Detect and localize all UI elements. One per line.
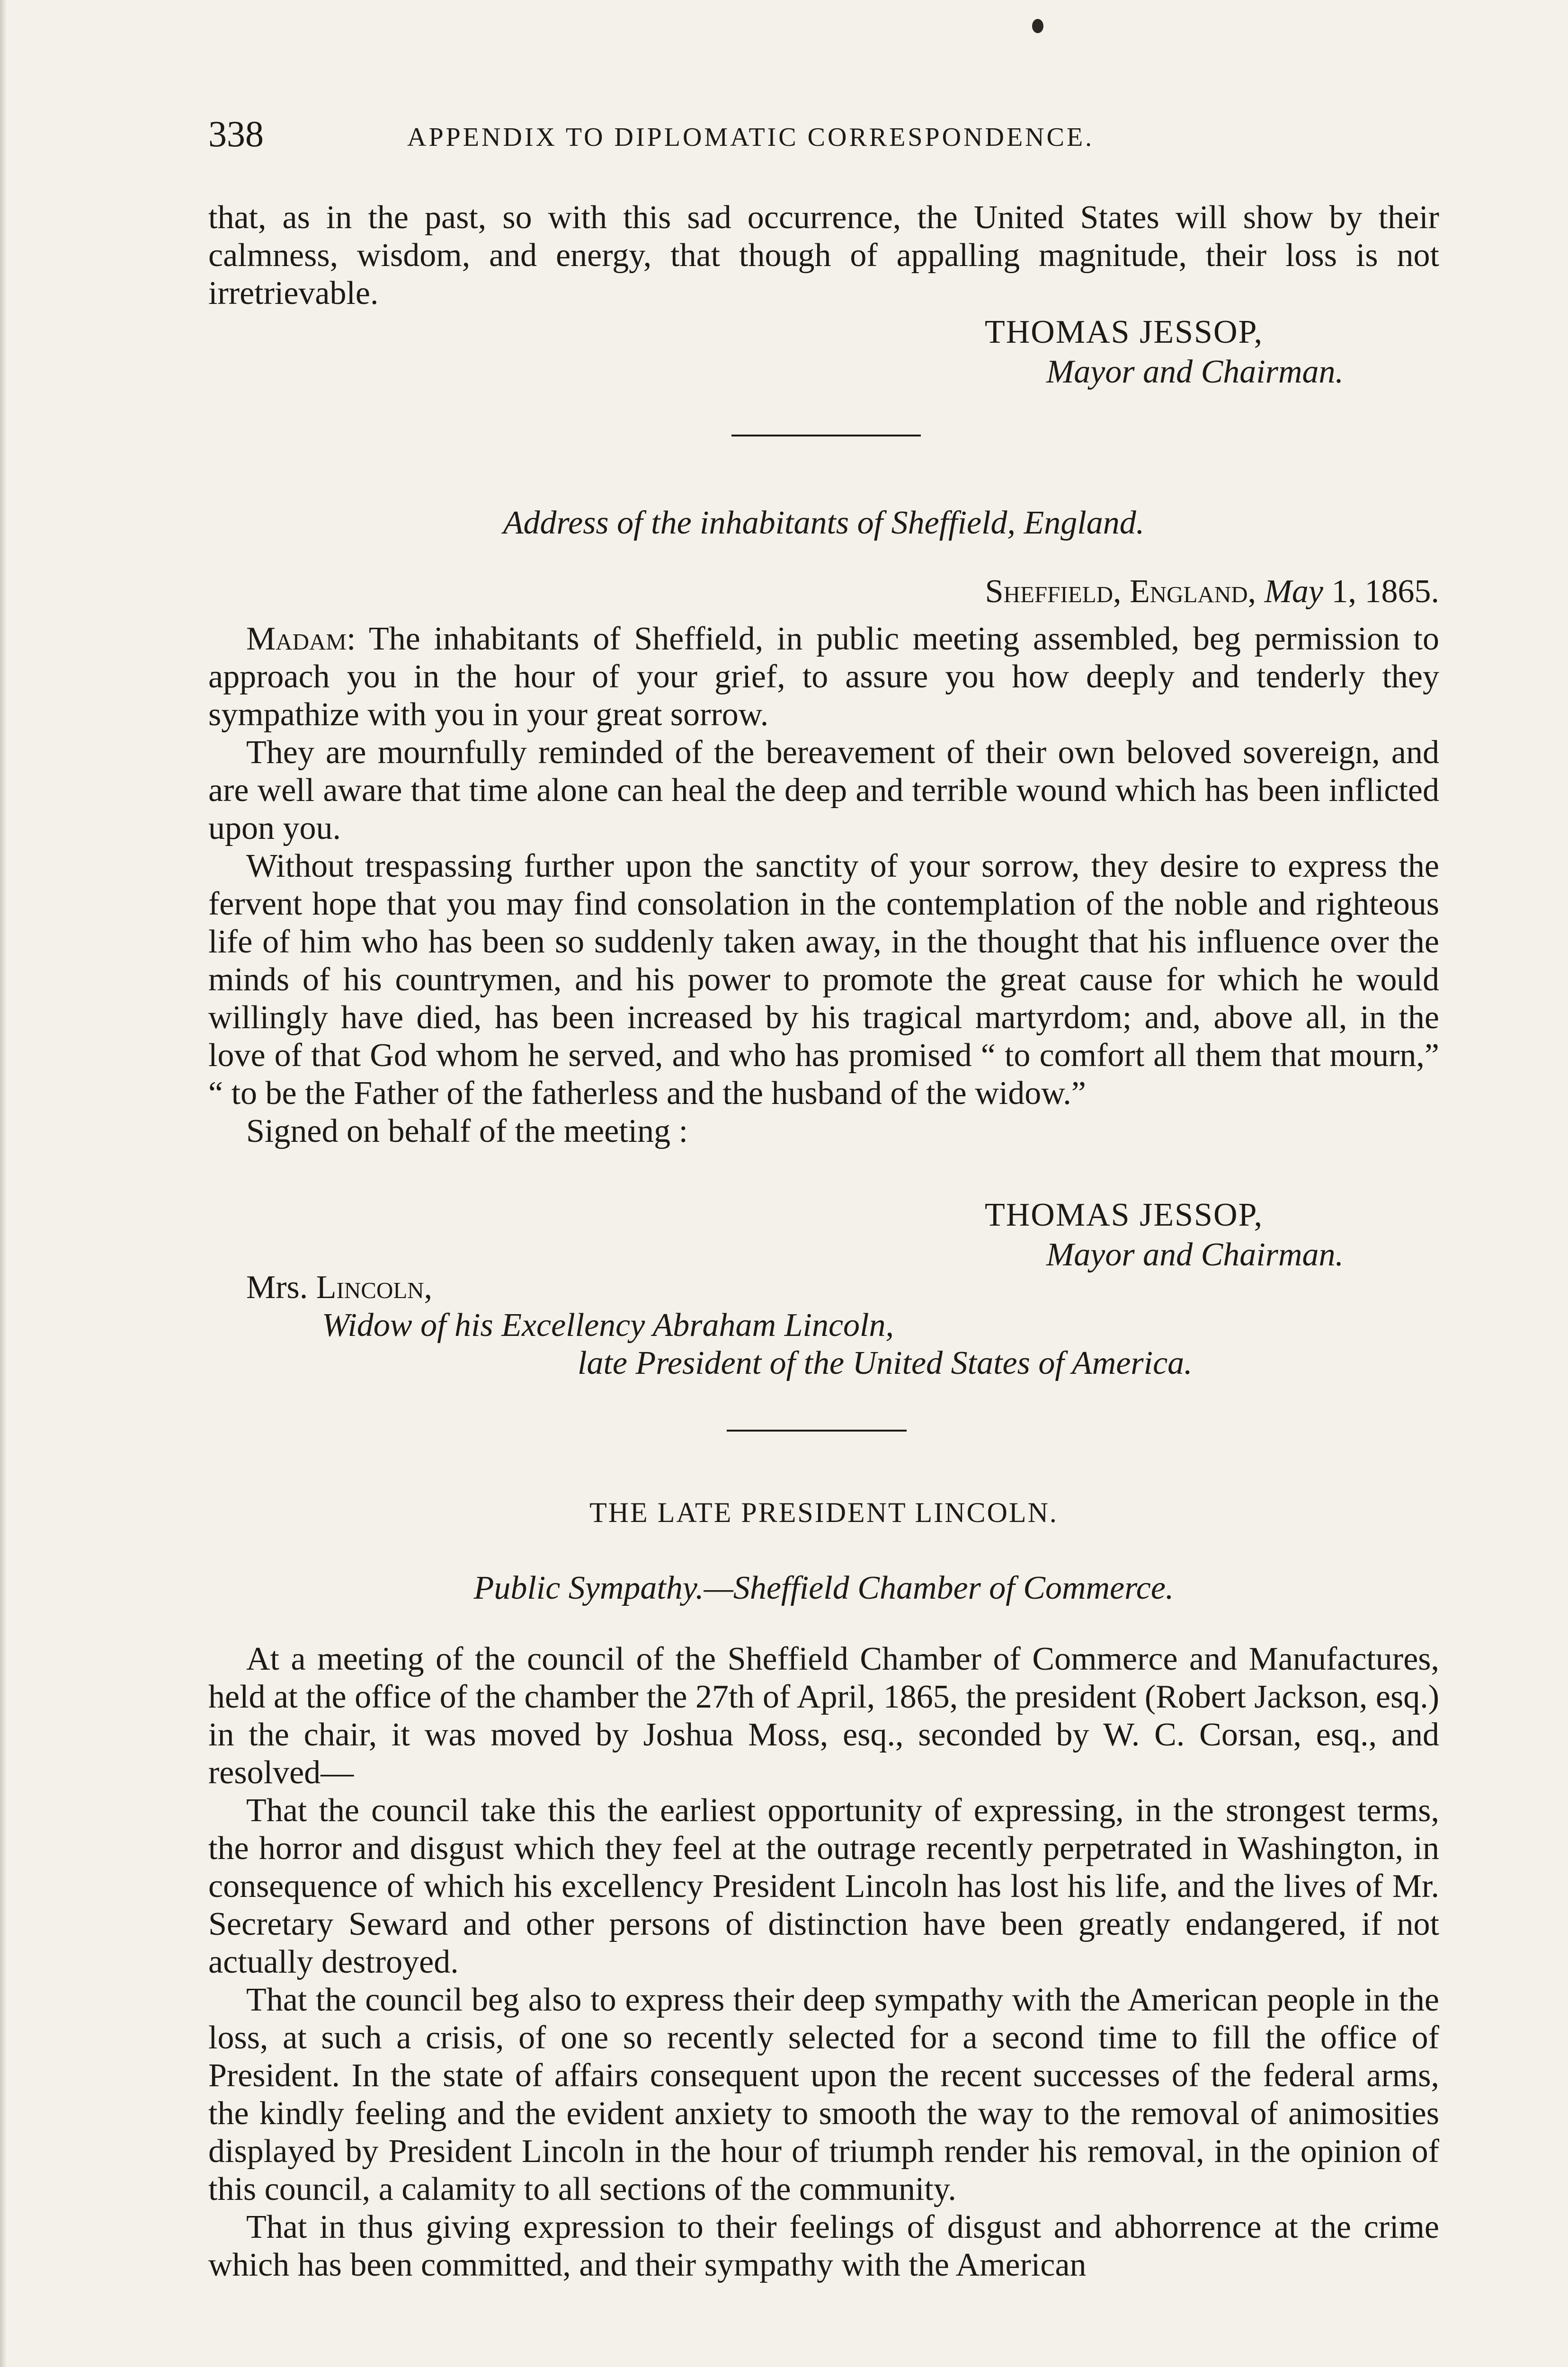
dateline-month: May bbox=[1264, 573, 1323, 610]
chamber-paragraph: At a meeting of the council of the Sheffield Chamber of Commerce and Manufactures, held at the office of the chamber the 27th of April, 1865, the president (Robert Jackson, esq.) in the chair, it was moved by Joshua Moss, esq., seconded by W. C. Corsan, esq., and resolved— bbox=[208, 1641, 1439, 1791]
dateline-place: Sheffield, England, bbox=[985, 573, 1256, 610]
addressee-line-1 bbox=[246, 1269, 432, 1307]
addressee-name: Lincoln, bbox=[316, 1269, 433, 1306]
signature-title: Mayor and Chairman. bbox=[1046, 354, 1344, 390]
page-edge-shadow bbox=[0, 0, 7, 2367]
intro-paragraph-block bbox=[208, 199, 1439, 312]
signature-name: THOMAS JESSOP, bbox=[985, 1197, 1264, 1233]
address-paragraph-text: : The inhabitants of Sheffield, in public meeting assembled, beg permission to approach you in the hour of your grief, to assure you how deeply and tenderly they sympathize with you in your great sorrow. bbox=[208, 621, 1439, 733]
section-divider bbox=[731, 435, 921, 436]
dateline-day-year: 1, 1865. bbox=[1331, 573, 1439, 610]
running-header bbox=[208, 108, 1439, 165]
address-paragraph: Without trespassing further upon the sanctity of your sorrow, they desire to express the fervent hope that you may find consolation in the contemplation of the noble and righteous life of him who has been so suddenly taken away, in the thought that his influence over the minds of his countrymen, and his power to promote the great cause for which he would willingly have died, has been increased by his tragical martyrdom; and, above all, in the love of that God whom he served, and who has promised “ to comfort all them that mourn,” “ to be the Father of the fatherless and the husband of the widow.” bbox=[208, 848, 1439, 1112]
address-paragraph: They are mournfully reminded of the bereavement of their own beloved sovereign, and are well aware that time alone can heal the deep and terrible wound which has been inflicted upon you. bbox=[208, 734, 1439, 846]
signature-block-2 bbox=[985, 1195, 1411, 1275]
chamber-body bbox=[208, 1640, 1439, 2284]
address-heading-text: Address of the inhabitants of Sheffield, England. bbox=[503, 505, 1145, 541]
address-body bbox=[208, 620, 1439, 1150]
address-dateline bbox=[985, 570, 1439, 613]
addressee-prefix: Mrs. bbox=[246, 1269, 308, 1306]
chamber-heading: THE LATE PRESIDENT LINCOLN. bbox=[589, 1497, 1058, 1528]
salutation: Madam bbox=[246, 621, 347, 657]
addressee-line-2 bbox=[322, 1307, 894, 1344]
signature-title: Mayor and Chairman. bbox=[1046, 1237, 1344, 1273]
addressee-office: late President of the United States of America. bbox=[578, 1345, 1193, 1381]
chamber-paragraph: That the council take this the earliest opportunity of expressing, in the strongest terms, the horror and disgust which they feel at the outrage recently perpetrated in Washington, in consequence of which his excellency President Lincoln has lost his life, and the lives of Mr. Secretary Seward and other persons of distinction have been greatly endangered, if not actually destroyed. bbox=[208, 1792, 1439, 1980]
page-number: 338 bbox=[208, 113, 264, 154]
section-divider bbox=[727, 1430, 907, 1432]
addressee-title: Widow of his Excellency Abraham Lincoln, bbox=[322, 1307, 894, 1344]
address-signed-line: Signed on behalf of the meeting : bbox=[246, 1113, 688, 1149]
chamber-subheading-text: Public Sympathy.—Sheffield Chamber of Commerce. bbox=[473, 1570, 1174, 1606]
ink-speck bbox=[1032, 19, 1043, 33]
address-paragraph bbox=[208, 620, 1439, 734]
chamber-paragraph: That in thus giving expression to their feelings of disgust and abhorrence at the crime which has been committed, and their sympathy with the American bbox=[208, 2209, 1439, 2283]
running-title: APPENDIX TO DIPLOMATIC CORRESPONDENCE. bbox=[407, 123, 1095, 152]
addressee-line-3 bbox=[578, 1344, 1193, 1382]
chamber-paragraph: That the council beg also to express their deep sympathy with the American people in the loss, at such a crisis, of one so recently selected for a second time to fill the office of President. In the state of affairs consequent upon the recent successes of the federal arms, the kindly feeling and the evident anxiety to smooth the way to the removal of animosities displayed by President Lincoln in the hour of triumph render his removal, in the opinion of this council, a calamity to all sections of the community. bbox=[208, 1982, 1439, 2207]
intro-paragraph: that, as in the past, so with this sad occurrence, the United States will show by their calmness, wisdom, and energy, that though of appalling magnitude, their loss is not irretrievable. bbox=[208, 199, 1439, 311]
address-heading bbox=[208, 502, 1439, 544]
signature-block-1 bbox=[985, 312, 1411, 392]
signature-name: THOMAS JESSOP, bbox=[985, 314, 1264, 350]
chamber-subheading bbox=[208, 1567, 1439, 1610]
